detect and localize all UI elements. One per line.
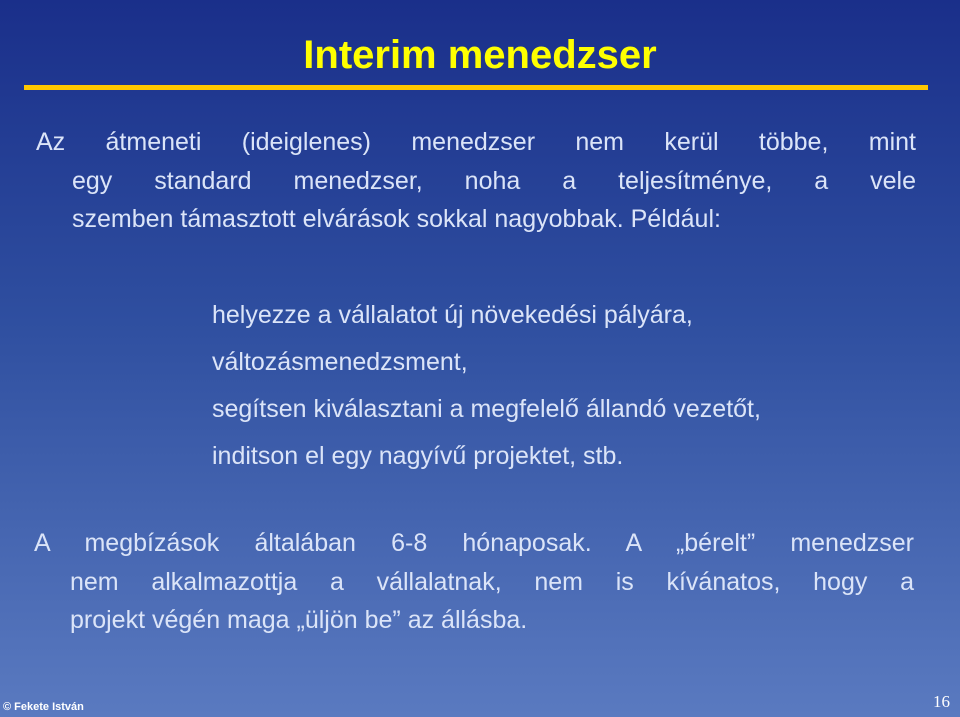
list-item: helyezze a vállalatot új növekedési pályára, bbox=[212, 301, 693, 329]
closing-paragraph bbox=[34, 524, 914, 640]
slide-title: Interim menedzser bbox=[303, 33, 657, 77]
title-underline bbox=[24, 85, 928, 90]
list-item: változásmenedzsment, bbox=[212, 348, 468, 376]
list-item: segítsen kiválasztani a megfelelő állandó vezetőt, bbox=[212, 395, 761, 423]
intro-line-2: egy standard menedzser, noha a teljesítménye, a vele bbox=[72, 166, 916, 195]
intro-paragraph bbox=[36, 123, 916, 239]
footer-author: © Fekete István bbox=[3, 701, 84, 713]
closing-line-2: nem alkalmazottja a vállalatnak, nem is kívánatos, hogy a bbox=[70, 567, 914, 596]
list-item: inditson el egy nagyívű projektet, stb. bbox=[212, 442, 624, 470]
closing-line-3: projekt végén maga „üljön be” az állásba. bbox=[70, 606, 528, 634]
closing-line-1: A megbízások általában 6-8 hónaposak. A „bérelt” menedzser bbox=[34, 529, 914, 557]
example-list bbox=[212, 296, 761, 484]
page-number: 16 bbox=[933, 692, 950, 711]
intro-line-1: Az átmeneti (ideiglenes) menedzser nem kerül többe, mint bbox=[36, 128, 916, 156]
intro-line-3: szemben támasztott elvárások sokkal nagyobbak. Például: bbox=[72, 205, 721, 233]
